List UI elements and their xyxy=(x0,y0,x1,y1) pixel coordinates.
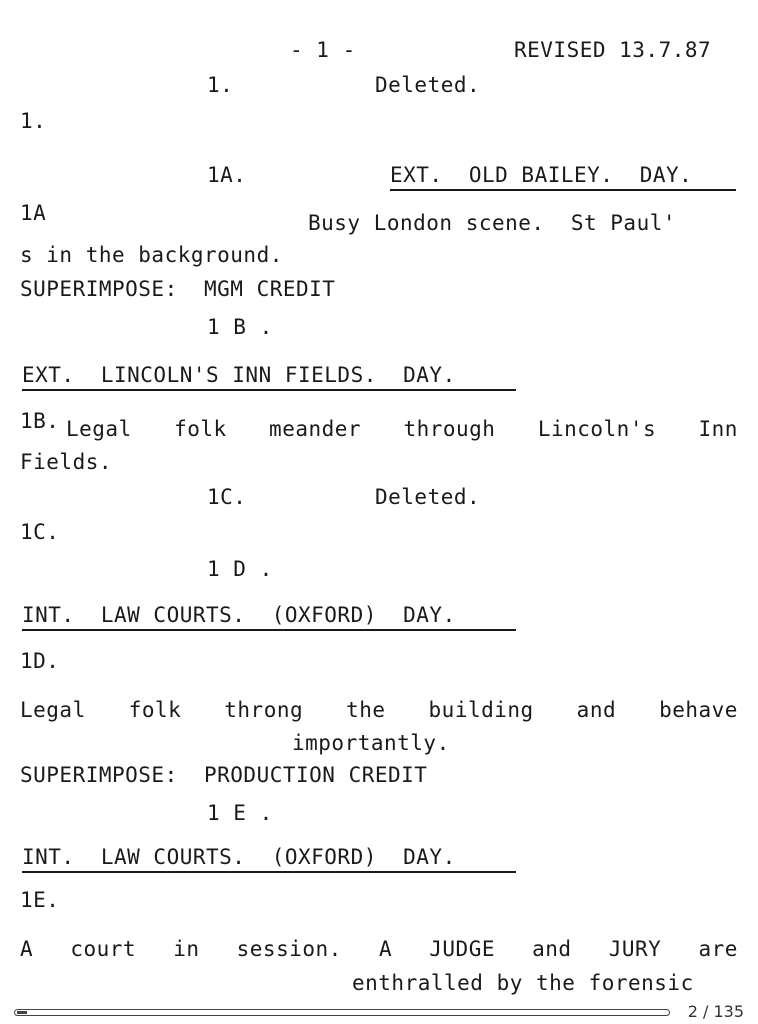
word: behave xyxy=(659,698,738,722)
margin-scene-number: 1C. xyxy=(20,520,60,544)
action-line xyxy=(20,697,738,723)
superimpose-line: SUPERIMPOSE: MGM CREDIT xyxy=(20,277,336,301)
word: are xyxy=(698,937,738,961)
word: JURY xyxy=(608,937,662,961)
scene-deleted-note: Deleted. xyxy=(375,485,481,509)
word: Lincoln's xyxy=(537,417,657,441)
scene-heading: EXT. LINCOLN'S INN FIELDS. DAY. xyxy=(22,362,516,391)
word: A xyxy=(20,937,34,961)
margin-scene-number: 1E. xyxy=(20,888,60,912)
word: JUDGE xyxy=(429,937,495,961)
word: and xyxy=(576,698,617,722)
margin-scene-number: 1. xyxy=(20,109,47,133)
word: Legal xyxy=(66,417,132,441)
word: Inn xyxy=(698,417,738,441)
scene-number: 1A. xyxy=(207,163,247,187)
scene-number: 1 B . xyxy=(207,315,273,339)
word: in xyxy=(173,937,200,961)
word: meander xyxy=(269,417,362,441)
word: court xyxy=(70,937,137,961)
page-number: - 1 - xyxy=(290,38,356,62)
page-counter: 2 / 135 xyxy=(687,1002,744,1021)
word: Legal xyxy=(20,698,86,722)
reading-progress-fill xyxy=(17,1011,27,1014)
scene-number: 1. xyxy=(207,73,234,97)
word: A xyxy=(378,937,393,961)
scene-number: 1 D . xyxy=(207,557,273,581)
margin-scene-number: 1A xyxy=(20,201,47,225)
superimpose-line: SUPERIMPOSE: PRODUCTION CREDIT xyxy=(20,763,428,787)
scene-heading: INT. LAW COURTS. (OXFORD) DAY. xyxy=(22,602,516,631)
revision-date: REVISED 13.7.87 xyxy=(514,38,712,62)
scene-deleted-note: Deleted. xyxy=(375,73,481,97)
action-line: enthralled by the forensic xyxy=(352,971,694,995)
action-line: Fields. xyxy=(20,450,113,474)
scene-number: 1 E . xyxy=(207,801,273,825)
action-line: importantly. xyxy=(292,731,450,755)
reading-progress-bar[interactable] xyxy=(14,1009,670,1016)
word: throng xyxy=(224,698,304,722)
word: building xyxy=(428,698,534,722)
word: folk xyxy=(174,417,227,441)
word: folk xyxy=(128,698,182,722)
action-line xyxy=(20,936,738,962)
word: through xyxy=(403,417,496,441)
scene-number: 1C. xyxy=(207,485,247,509)
action-line: s in the background. xyxy=(20,243,283,267)
word: the xyxy=(346,698,386,722)
action-line: Busy London scene. St Paul' xyxy=(308,211,677,235)
margin-scene-number: 1D. xyxy=(20,649,60,673)
scene-heading: EXT. OLD BAILEY. DAY. xyxy=(390,162,736,191)
word: and xyxy=(532,937,572,961)
word: session. xyxy=(236,937,342,961)
scene-heading: INT. LAW COURTS. (OXFORD) DAY. xyxy=(22,844,516,873)
action-line xyxy=(66,416,738,442)
margin-scene-number: 1B. xyxy=(20,409,60,433)
